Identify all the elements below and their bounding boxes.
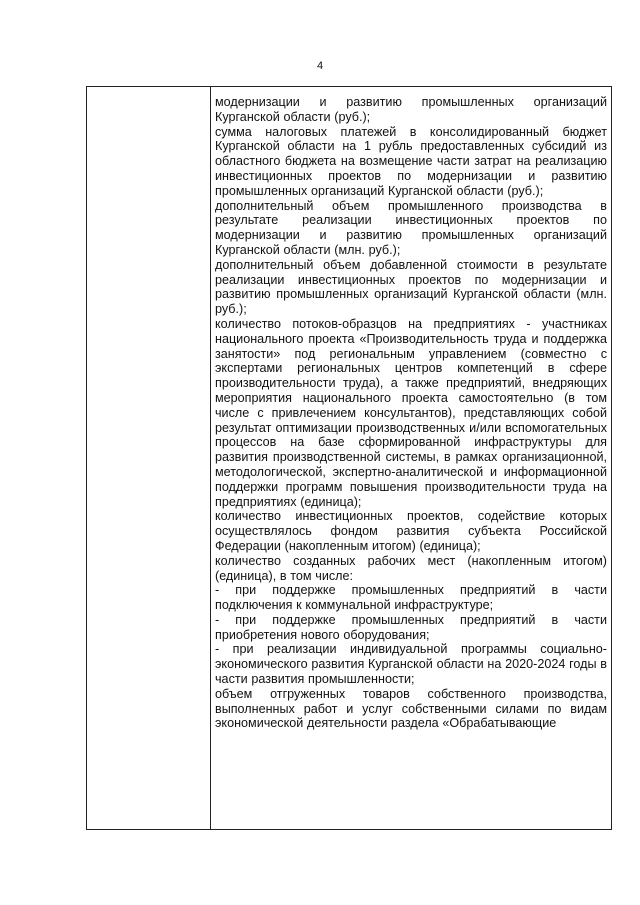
paragraph-indicator-8: объем отгруженных товаров собственного производства, выполненных работ и услуг собственными силами по видам экономической деятельности раздела «Обрабатывающие (215, 686, 607, 731)
paragraph-indicator-2: сумма налоговых платежей в консолидированный бюджет Курганской области на 1 рубль предоставленных субсидий из областного бюджета на возмещение части затрат на реализацию инвестиционных проектов по модернизации и развитию промышленных организаций Курганской области (руб.); (215, 124, 607, 198)
paragraph-indicator-5: количество потоков-образцов на предприятиях - участниках национального проекта «Производительность труда и поддержка занятости» под региональным управлением (совместно с экспертами региональных центров компетенций в сфере производительности труда), а также предприятий, внедряющих мероприятия национального проекта самостоятельно (в том числе с привлечением консультантов), представляющих собой результат оптимизации производственных и/или вспомогательных процессов на базе сформированной инфраструктуры для развития производственной системы, в рамках организационной, методологической, экспертно-аналитической и информационной поддержки программ повышения производительности труда на предприятиях (единица); (215, 316, 607, 509)
paragraph-subitem-2: - при поддержке промышленных предприятий в части приобретения нового оборудования; (215, 612, 607, 642)
document-table (86, 86, 612, 830)
table-left-cell (87, 87, 211, 829)
page-number: 4 (316, 60, 324, 72)
table-right-cell (211, 87, 611, 829)
paragraph-subitem-1: - при поддержке промышленных предприятий в части подключения к коммунальной инфраструктуре; (215, 583, 607, 613)
paragraph-indicator-1: модернизации и развитию промышленных организаций Курганской области (руб.); (215, 95, 607, 124)
paragraph-subitem-3: - при реализации индивидуальной программы социально-экономического развития Курганской области на 2020-2024 годы в части развития промышленности; (215, 642, 607, 687)
paragraph-indicator-3: дополнительный объем промышленного производства в результате реализации инвестиционных проектов по модернизации и развитию промышленных организаций Курганской области (млн. руб.); (215, 198, 607, 257)
paragraph-indicator-7: количество созданных рабочих мест (накопленным итогом) (единица), в том числе: (215, 553, 607, 583)
paragraph-indicator-4: дополнительный объем добавленной стоимости в результате реализации инвестиционных проектов по модернизации и развитию промышленных организаций Курганской области (млн. руб.); (215, 257, 607, 317)
paragraph-indicator-6: количество инвестиционных проектов, содействие которых осуществлялось фондом развития субъекта Российской Федерации (накопленным итогом) (единица); (215, 509, 607, 553)
